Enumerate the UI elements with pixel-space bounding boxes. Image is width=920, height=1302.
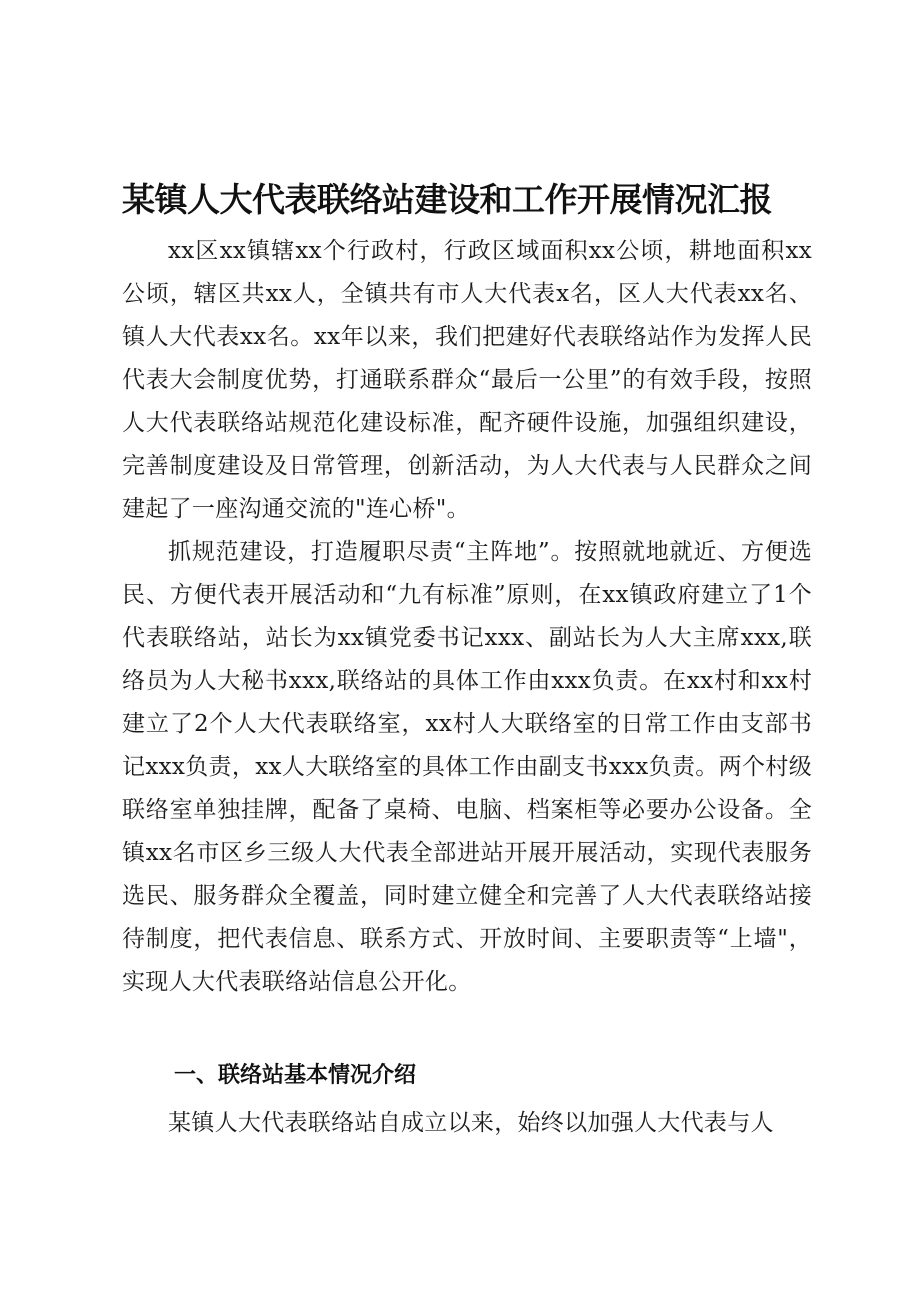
section-heading: 一、联络站基本情况介绍 [174, 1063, 417, 1088]
construction-paragraph: 抓规范建设，打造履职尽责“主阵地”。按照就地就近、方便选民、方便代表开展活动和“九有标准”原则，在xx镇政府建立了1个代表联络站，站长为xx镇党委书记xxx、副站长为人大主席xxx,联络员为人大秘书xxx,联络站的具体工作由xxx负责。在xx村和xx村建立了2个人大代表联络室，xx村人大联络室的日常工作由支部书记xxx负责，xx人大联络室的具体工作由副支书xxx负责。两个村级联络室单独挂牌，配备了桌椅、电脑、档案柜等必要办公设备。全镇xx名市区乡三级人大代表全部进站开展开展活动，实现代表服务选民、服务群众全覆盖，同时建立健全和完善了人大代表联络站接待制度，把代表信息、联系方式、开放时间、主要职责等“上墙"，实现人大代表联络站信息公开化。 [122, 539, 812, 995]
document-title: 某镇人大代表联络站建设和工作开展情况汇报 [122, 180, 772, 219]
section-paragraph: 某镇人大代表联络站自成立以来，始终以加强人大代表与人 [168, 1110, 774, 1136]
intro-paragraph: xx区xx镇辖xx个行政村，行政区域面积xx公顷，耕地面积xx公顷，辖区共xx人，全镇共有市人大代表x名，区人大代表xx名、镇人大代表xx名。xx年以来，我们把建好代表联络站作为发挥人民代表大会制度优势，打通联系群众“最后一公里”的有效手段，按照人大代表联络站规范化建设标准，配齐硬件设施，加强组织建设，完善制度建设及日常管理，创新活动，为人大代表与人民群众之间建起了一座沟通交流的"连心桥"。 [122, 238, 812, 522]
